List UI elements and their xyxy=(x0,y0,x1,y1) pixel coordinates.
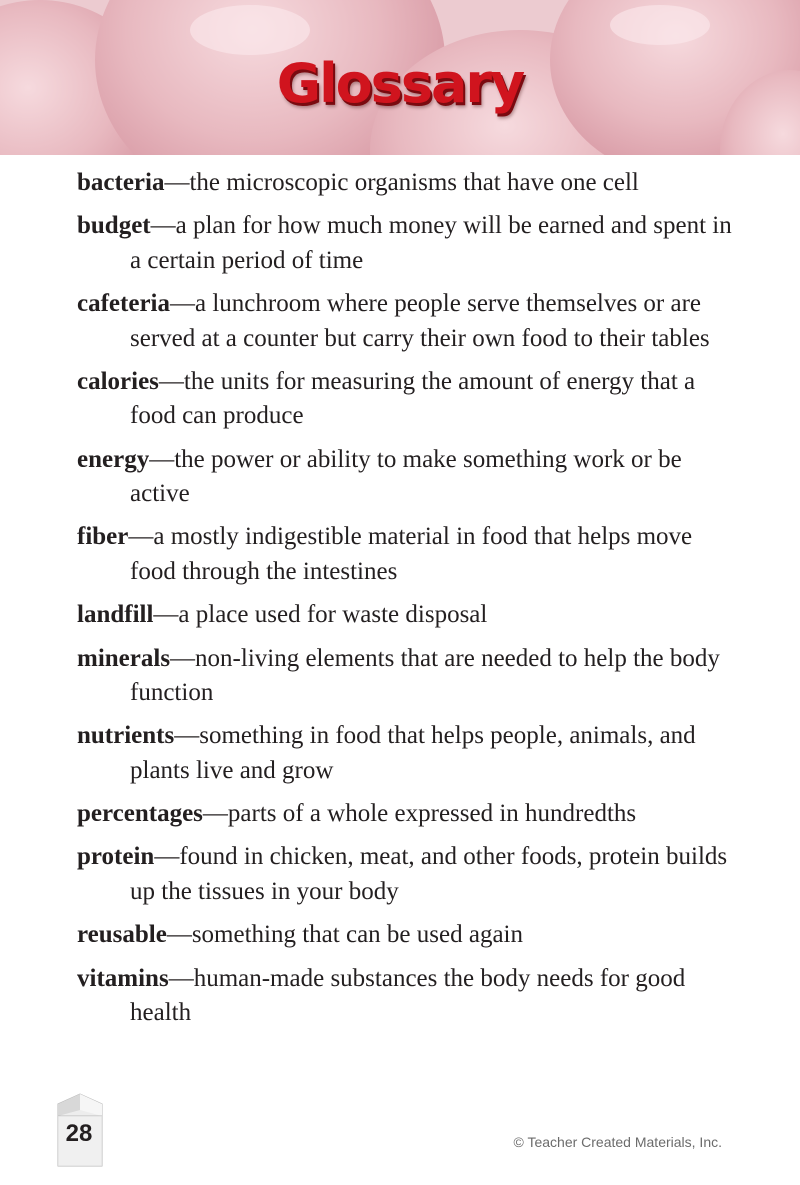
glossary-definition: —something that can be used again xyxy=(166,921,523,949)
glossary-entry xyxy=(77,520,737,589)
glossary-term: budget xyxy=(77,212,151,240)
glossary-definition: —the power or ability to make something work or be active xyxy=(130,445,682,508)
glossary-definition: —found in chicken, meat, and other foods, protein builds up the tissues in your body xyxy=(130,843,728,905)
glossary-term: reusable xyxy=(77,921,167,949)
glossary-list xyxy=(77,166,737,1039)
glossary-definition: —something in food that helps people, animals, and plants live and grow xyxy=(130,722,696,784)
glossary-entry xyxy=(77,287,737,356)
glossary-term: protein xyxy=(77,843,155,871)
glossary-term: vitamins xyxy=(77,964,169,992)
glossary-term: bacteria xyxy=(77,169,165,196)
header-apples-banner xyxy=(0,0,800,155)
glossary-entry xyxy=(77,443,737,512)
glossary-term: cafeteria xyxy=(77,290,170,318)
glossary-definition: —a place used for waste disposal xyxy=(153,601,488,629)
glossary-entry xyxy=(77,719,737,788)
glossary-term: energy xyxy=(77,445,150,473)
glossary-entry xyxy=(77,166,737,201)
glossary-definition: —a plan for how much money will be earned and spent in a certain period of time xyxy=(130,212,732,274)
glossary-entry xyxy=(77,209,737,278)
glossary-definition: —parts of a whole expressed in hundredths xyxy=(202,800,637,828)
glossary-definition: —a lunchroom where people serve themselves or are served at a counter but carry their own food to their tables xyxy=(130,290,710,352)
glossary-definition: —a mostly indigestible material in food that helps move food through the intestines xyxy=(128,523,693,585)
page-title: Glossary xyxy=(276,52,524,115)
glossary-definition: —non-living elements that are needed to help the body function xyxy=(130,644,720,707)
glossary-term: minerals xyxy=(77,644,171,672)
glossary-term: landfill xyxy=(77,601,154,629)
glossary-entry xyxy=(77,797,737,832)
glossary-entry xyxy=(77,642,737,711)
glossary-entry xyxy=(77,840,737,909)
glossary-entry xyxy=(77,365,737,434)
glossary-term: nutrients xyxy=(77,722,175,750)
page-number: 28 xyxy=(65,1120,93,1147)
glossary-term: calories xyxy=(77,367,159,395)
glossary-entry xyxy=(77,962,737,1031)
glossary-term: percentages xyxy=(77,800,203,828)
glossary-term: fiber xyxy=(77,523,129,551)
copyright-notice: © Teacher Created Materials, Inc. xyxy=(513,1134,722,1150)
glossary-definition: —the units for measuring the amount of energy that a food can produce xyxy=(130,367,696,430)
glossary-definition: —the microscopic organisms that have one cell xyxy=(164,169,639,196)
glossary-entry xyxy=(77,918,737,953)
glossary-definition: —human-made substances the body needs for good health xyxy=(130,964,686,1027)
glossary-entry xyxy=(77,598,737,633)
